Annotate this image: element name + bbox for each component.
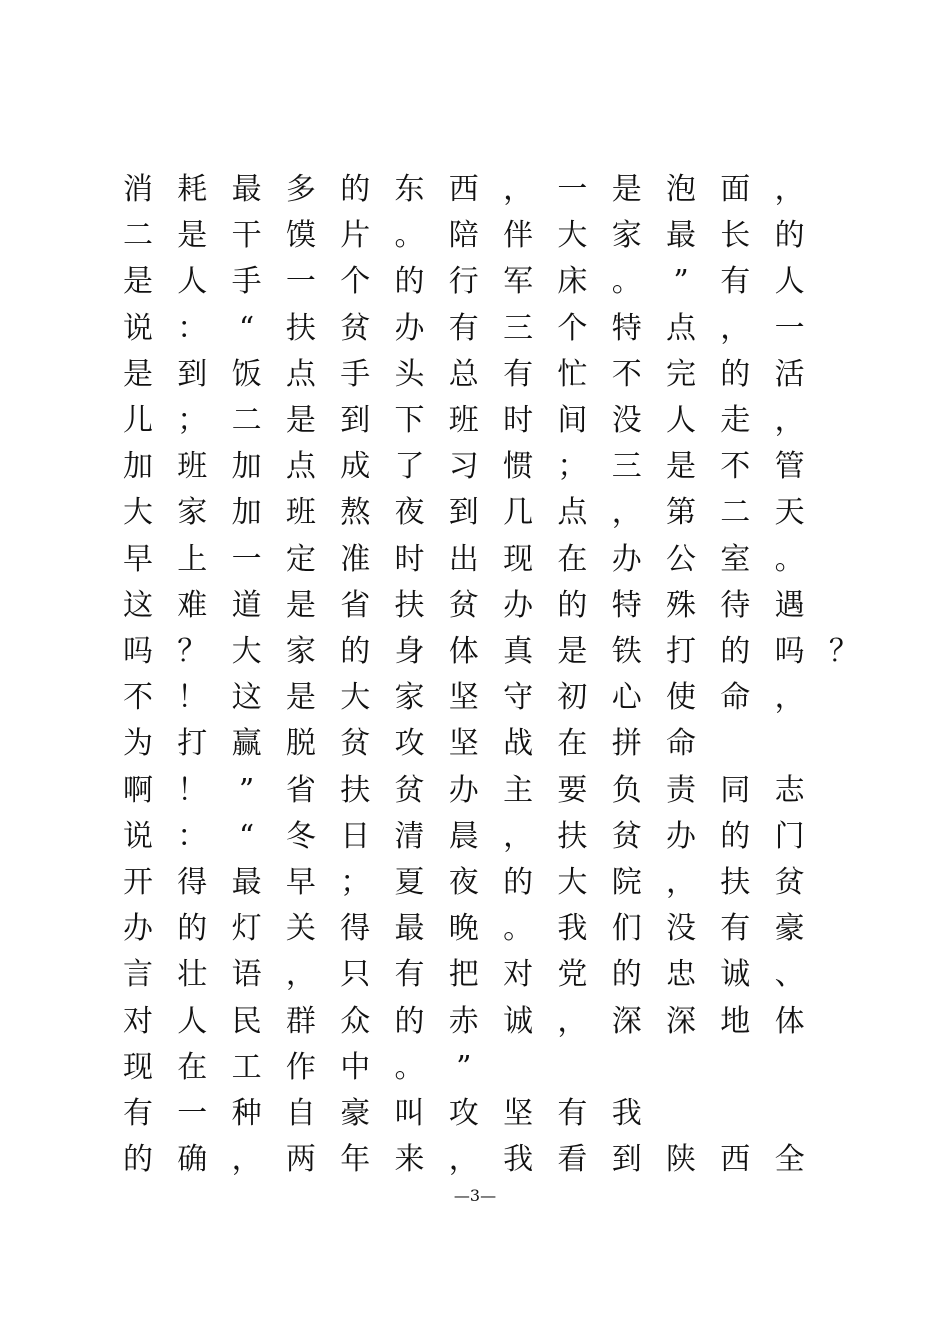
text-char: 扶 xyxy=(557,818,588,854)
text-char: 得 xyxy=(340,911,371,947)
text-char: 吗 xyxy=(123,634,153,669)
text-char: ？ xyxy=(828,634,859,669)
text-char: 忙 xyxy=(557,356,588,392)
text-char: 是 xyxy=(285,587,316,623)
text-char: 命 xyxy=(666,726,696,762)
text-char: 点 xyxy=(557,495,588,531)
text-char: 二 xyxy=(123,218,153,254)
text-char: 我 xyxy=(611,1096,642,1131)
text-char: 赤 xyxy=(448,1003,479,1039)
text-char: 没 xyxy=(611,403,642,438)
text-char: 大 xyxy=(340,680,371,716)
text-char: 开 xyxy=(123,865,153,900)
text-char: 不 xyxy=(720,449,751,485)
text-char: 多 xyxy=(285,172,316,207)
text-char: 二 xyxy=(720,495,751,531)
text-char: 到 xyxy=(177,356,208,392)
text-char: 长 xyxy=(720,218,751,254)
text-char: 贫 xyxy=(448,587,479,623)
text-char: ， xyxy=(503,172,534,207)
text-char: 现 xyxy=(123,1049,153,1085)
text-char: 在 xyxy=(557,541,588,577)
text-char: 夜 xyxy=(448,865,479,900)
text-char: ” xyxy=(456,1049,472,1085)
text-char: 人 xyxy=(177,1003,208,1039)
text-char: 到 xyxy=(340,403,371,438)
text-char: 吗 xyxy=(774,634,805,669)
text-line xyxy=(110,213,850,259)
text-char: 下 xyxy=(394,403,425,438)
text-char: 一 xyxy=(557,172,588,207)
text-char: 点 xyxy=(285,356,316,392)
text-char: 的 xyxy=(394,264,425,300)
text-char: 的 xyxy=(177,911,208,947)
text-char: ， xyxy=(611,495,642,531)
text-char: 办 xyxy=(503,587,534,623)
text-char: 一 xyxy=(231,541,262,577)
text-char: 三 xyxy=(503,310,534,346)
text-char: 家 xyxy=(285,634,316,669)
text-char: 一 xyxy=(177,1096,208,1131)
text-char: 个 xyxy=(340,264,371,300)
text-char: 习 xyxy=(448,449,479,485)
text-char: 东 xyxy=(394,172,425,207)
text-char: ” xyxy=(673,264,689,300)
text-char: 。 xyxy=(503,911,534,947)
text-char: 我 xyxy=(557,911,588,947)
text-char: ， xyxy=(774,172,805,207)
text-char: 干 xyxy=(231,218,262,254)
text-char: 家 xyxy=(394,680,425,716)
text-char: 全 xyxy=(774,1142,805,1178)
text-char: 赢 xyxy=(231,726,262,762)
text-char: 早 xyxy=(123,541,153,577)
text-char: 在 xyxy=(177,1049,208,1085)
text-char: 难 xyxy=(177,587,208,623)
text-char: 种 xyxy=(231,1096,262,1131)
text-char: 办 xyxy=(123,911,153,947)
text-char: 加 xyxy=(123,449,153,485)
text-line xyxy=(110,768,850,814)
text-char: 脱 xyxy=(285,726,316,762)
text-char: 到 xyxy=(611,1142,642,1178)
text-char: 战 xyxy=(503,726,534,762)
text-char: 班 xyxy=(177,449,208,485)
text-char: 关 xyxy=(285,911,316,947)
text-char: ， xyxy=(231,1142,262,1178)
text-char: 坚 xyxy=(448,680,479,716)
text-line xyxy=(110,1045,850,1091)
text-char: 得 xyxy=(177,865,208,900)
text-char: ！ xyxy=(177,772,208,808)
text-char: 到 xyxy=(448,495,479,531)
text-char: 儿 xyxy=(123,403,153,438)
text-char: 西 xyxy=(720,1142,751,1178)
text-char: 班 xyxy=(448,403,479,438)
text-char: 耗 xyxy=(177,172,208,207)
text-char: 是 xyxy=(557,634,588,669)
text-char: 省 xyxy=(340,587,371,623)
text-char: 门 xyxy=(774,818,805,854)
text-char: 们 xyxy=(611,911,642,947)
text-char: 真 xyxy=(503,634,534,669)
text-char: 豪 xyxy=(340,1096,371,1131)
text-line xyxy=(110,1137,850,1183)
text-char: 贫 xyxy=(611,818,642,854)
text-char: 群 xyxy=(285,1003,316,1039)
text-line xyxy=(110,444,850,490)
text-char: ！ xyxy=(177,680,208,716)
text-char: 晚 xyxy=(448,911,479,947)
text-char: 使 xyxy=(666,680,696,716)
text-char: ； xyxy=(340,865,371,900)
text-line xyxy=(110,352,850,398)
text-char: 军 xyxy=(503,264,534,300)
text-char: 陕 xyxy=(666,1142,696,1178)
text-char: 贫 xyxy=(394,772,425,808)
text-char: 啊 xyxy=(123,772,153,808)
text-char: 点 xyxy=(285,449,316,485)
text-char: 众 xyxy=(340,1003,371,1039)
text-char: 完 xyxy=(666,356,696,392)
text-char: 志 xyxy=(774,772,805,808)
text-char: 作 xyxy=(285,1049,316,1085)
text-char: 人 xyxy=(177,264,208,300)
text-char: 对 xyxy=(123,1003,153,1039)
text-char: 。 xyxy=(611,264,642,300)
text-char: 饭 xyxy=(231,356,262,392)
text-char: 家 xyxy=(177,495,208,531)
text-line xyxy=(110,583,850,629)
text-char: 。 xyxy=(394,1049,425,1085)
text-char: 责 xyxy=(666,772,696,808)
text-line xyxy=(110,629,859,675)
text-char: 诚 xyxy=(720,957,751,993)
text-char: 定 xyxy=(285,541,316,577)
text-char: 头 xyxy=(394,356,425,392)
text-char: ， xyxy=(448,1142,479,1178)
text-char: 贫 xyxy=(340,310,371,346)
text-char: 体 xyxy=(774,1003,805,1039)
text-char: 语 xyxy=(231,957,262,993)
text-char: ， xyxy=(720,310,751,346)
text-line xyxy=(110,537,850,583)
text-char: “ xyxy=(238,818,255,854)
text-char: 床 xyxy=(557,264,588,300)
text-char: 忠 xyxy=(666,957,696,993)
text-char: ； xyxy=(177,403,208,438)
text-char: 最 xyxy=(394,911,425,947)
text-char: 总 xyxy=(448,356,479,392)
text-char: 对 xyxy=(503,957,534,993)
text-line xyxy=(110,999,850,1045)
text-line xyxy=(110,906,850,952)
text-line xyxy=(110,167,850,213)
text-char: 早 xyxy=(285,865,316,900)
text-char: 深 xyxy=(611,1003,642,1039)
text-char: 、 xyxy=(774,957,805,993)
text-char: 贫 xyxy=(340,726,371,762)
text-char: 不 xyxy=(123,680,153,716)
text-char: 人 xyxy=(774,264,805,300)
text-char: 攻 xyxy=(448,1096,479,1131)
text-char: 是 xyxy=(123,356,153,392)
text-char: 待 xyxy=(720,587,751,623)
text-char: 的 xyxy=(123,1142,153,1178)
text-char: 扶 xyxy=(720,865,751,900)
text-char: ” xyxy=(238,772,255,808)
text-char: 主 xyxy=(503,772,534,808)
text-char: ： xyxy=(177,310,208,346)
page-number: —3— xyxy=(453,1186,497,1205)
text-char: ， xyxy=(774,680,805,716)
text-char: 室 xyxy=(720,541,751,577)
text-char: 晨 xyxy=(448,818,479,854)
text-char: 办 xyxy=(394,310,425,346)
text-char: 现 xyxy=(503,541,534,577)
text-char: 的 xyxy=(394,1003,425,1039)
text-char: 一 xyxy=(285,264,316,300)
text-char: 身 xyxy=(394,634,425,669)
text-char: 熬 xyxy=(340,495,371,531)
text-char: 走 xyxy=(720,403,751,438)
text-char: 大 xyxy=(123,495,153,531)
text-char: 诚 xyxy=(503,1003,534,1039)
text-char: 这 xyxy=(123,587,153,623)
text-char: 管 xyxy=(774,449,805,485)
text-char: 日 xyxy=(340,818,371,854)
text-char: 的 xyxy=(340,634,371,669)
text-char: 是 xyxy=(123,264,153,300)
text-char: 西 xyxy=(448,172,479,207)
text-char: 的 xyxy=(720,634,751,669)
text-char: 叫 xyxy=(394,1096,425,1131)
text-char: 伴 xyxy=(503,218,534,254)
text-char: 清 xyxy=(394,818,425,854)
text-char: 手 xyxy=(340,356,371,392)
text-line xyxy=(110,490,850,536)
text-char: ， xyxy=(285,957,316,993)
text-char: 打 xyxy=(666,634,696,669)
text-char: 深 xyxy=(666,1003,696,1039)
text-line xyxy=(110,259,850,305)
text-char: 三 xyxy=(611,449,642,485)
text-char: 不 xyxy=(611,356,642,392)
text-char: 党 xyxy=(557,957,588,993)
text-char: 时 xyxy=(394,541,425,577)
text-char: 坚 xyxy=(448,726,479,762)
text-char: 心 xyxy=(611,680,642,716)
text-char: 遇 xyxy=(774,587,805,623)
text-char: 片 xyxy=(340,218,371,254)
text-char: 惯 xyxy=(503,449,534,485)
text-char: 扶 xyxy=(285,310,316,346)
text-char: 办 xyxy=(611,541,642,577)
text-char: 加 xyxy=(231,449,262,485)
text-char: 来 xyxy=(394,1142,425,1178)
text-char: 的 xyxy=(557,587,588,623)
text-char: 说 xyxy=(123,310,153,346)
text-char: ： xyxy=(177,818,208,854)
text-char: 是 xyxy=(285,403,316,438)
text-char: 个 xyxy=(557,310,588,346)
text-char: 手 xyxy=(231,264,262,300)
text-char: 冬 xyxy=(285,818,316,854)
text-char: 行 xyxy=(448,264,479,300)
text-char: 。 xyxy=(394,218,425,254)
text-char: 出 xyxy=(448,541,479,577)
text-char: 特 xyxy=(611,587,642,623)
text-char: 有 xyxy=(448,310,479,346)
text-char: 有 xyxy=(394,957,425,993)
text-char: 天 xyxy=(774,495,805,531)
text-char: 言 xyxy=(123,957,153,993)
text-char: 工 xyxy=(231,1049,262,1085)
text-char: 大 xyxy=(557,218,588,254)
text-char: 有 xyxy=(720,264,751,300)
text-char: 是 xyxy=(177,218,208,254)
text-char: 的 xyxy=(503,865,534,900)
text-char: 同 xyxy=(720,772,751,808)
text-char: 一 xyxy=(774,310,805,346)
text-char: 年 xyxy=(340,1142,371,1178)
text-char: 豪 xyxy=(774,911,805,947)
text-char: 馍 xyxy=(285,218,316,254)
text-char: 准 xyxy=(340,541,371,577)
text-line xyxy=(110,860,850,906)
text-char: 我 xyxy=(503,1142,534,1178)
text-char: 家 xyxy=(611,218,642,254)
text-char: 成 xyxy=(340,449,371,485)
text-char: 守 xyxy=(503,680,534,716)
text-char: ？ xyxy=(177,634,208,669)
text-char: ， xyxy=(666,865,696,900)
text-char: ， xyxy=(774,403,805,438)
text-line xyxy=(110,1091,850,1137)
text-char: 体 xyxy=(448,634,479,669)
text-char: 地 xyxy=(720,1003,751,1039)
text-char: 两 xyxy=(285,1142,316,1178)
text-char: 有 xyxy=(503,356,534,392)
text-char: 殊 xyxy=(666,587,696,623)
text-char: 夜 xyxy=(394,495,425,531)
text-char: 第 xyxy=(666,495,696,531)
text-char: 坚 xyxy=(503,1096,534,1131)
text-char: 铁 xyxy=(611,634,642,669)
text-line xyxy=(110,814,850,860)
text-char: 办 xyxy=(666,818,696,854)
text-char: 点 xyxy=(666,310,696,346)
text-char: 公 xyxy=(666,541,696,577)
text-char: 有 xyxy=(720,911,751,947)
text-char: 大 xyxy=(231,634,262,669)
text-char: 。 xyxy=(774,541,805,577)
text-char: 确 xyxy=(177,1142,208,1178)
text-char: 壮 xyxy=(177,957,208,993)
text-char: 班 xyxy=(285,495,316,531)
text-char: 加 xyxy=(231,495,262,531)
text-char: 是 xyxy=(666,449,696,485)
text-line xyxy=(110,398,850,444)
text-char: 人 xyxy=(666,403,696,438)
text-char: 活 xyxy=(774,356,805,392)
text-char: 命 xyxy=(720,680,751,716)
text-char: 面 xyxy=(720,172,751,207)
text-char: 负 xyxy=(611,772,642,808)
text-char: ， xyxy=(503,818,534,854)
text-char: 扶 xyxy=(340,772,371,808)
text-char: 院 xyxy=(611,865,642,900)
text-char: 的 xyxy=(611,957,642,993)
text-line xyxy=(110,675,850,721)
text-char: 是 xyxy=(285,680,316,716)
text-char: 的 xyxy=(774,218,805,254)
text-char: 省 xyxy=(285,772,316,808)
text-char: 消 xyxy=(123,172,153,207)
text-char: 最 xyxy=(231,865,262,900)
text-char: 拼 xyxy=(611,726,642,762)
text-char: 民 xyxy=(231,1003,262,1039)
text-char: 灯 xyxy=(231,911,262,947)
text-char: 这 xyxy=(231,680,262,716)
text-char: 上 xyxy=(177,541,208,577)
text-char: 有 xyxy=(557,1096,588,1131)
text-char: 大 xyxy=(557,865,588,900)
text-char: ； xyxy=(557,449,588,485)
text-char: 特 xyxy=(611,310,642,346)
text-char: 要 xyxy=(557,772,588,808)
text-char: 泡 xyxy=(666,172,696,207)
text-char: 初 xyxy=(557,680,588,716)
text-char: 中 xyxy=(340,1049,371,1085)
text-char: 只 xyxy=(340,957,371,993)
text-char: 间 xyxy=(557,403,588,438)
text-char: 最 xyxy=(666,218,696,254)
text-char: 的 xyxy=(720,356,751,392)
text-char: 打 xyxy=(177,726,208,762)
text-char: 二 xyxy=(231,403,262,438)
text-char: 看 xyxy=(557,1142,588,1178)
text-char: 没 xyxy=(666,911,696,947)
text-char: 有 xyxy=(123,1096,153,1131)
text-char: 说 xyxy=(123,818,153,854)
text-char: 时 xyxy=(503,403,534,438)
text-char: 自 xyxy=(285,1096,316,1131)
text-char: 道 xyxy=(231,587,262,623)
text-char: 在 xyxy=(557,726,588,762)
text-char: 是 xyxy=(611,172,642,207)
text-char: 办 xyxy=(448,772,479,808)
text-char: 把 xyxy=(448,957,479,993)
text-char: 为 xyxy=(123,726,153,762)
text-char: 的 xyxy=(720,818,751,854)
text-char: 贫 xyxy=(774,865,805,900)
text-line xyxy=(110,306,850,352)
text-char: 扶 xyxy=(394,587,425,623)
text-char: 几 xyxy=(503,495,534,531)
text-char: ， xyxy=(557,1003,588,1039)
text-char: 夏 xyxy=(394,865,425,900)
text-char: 攻 xyxy=(394,726,425,762)
text-char: “ xyxy=(238,310,255,346)
text-char: 了 xyxy=(394,449,425,485)
text-char: 陪 xyxy=(448,218,479,254)
text-char: 最 xyxy=(231,172,262,207)
text-char: 的 xyxy=(340,172,371,207)
text-line xyxy=(110,721,850,767)
text-line xyxy=(110,952,850,998)
